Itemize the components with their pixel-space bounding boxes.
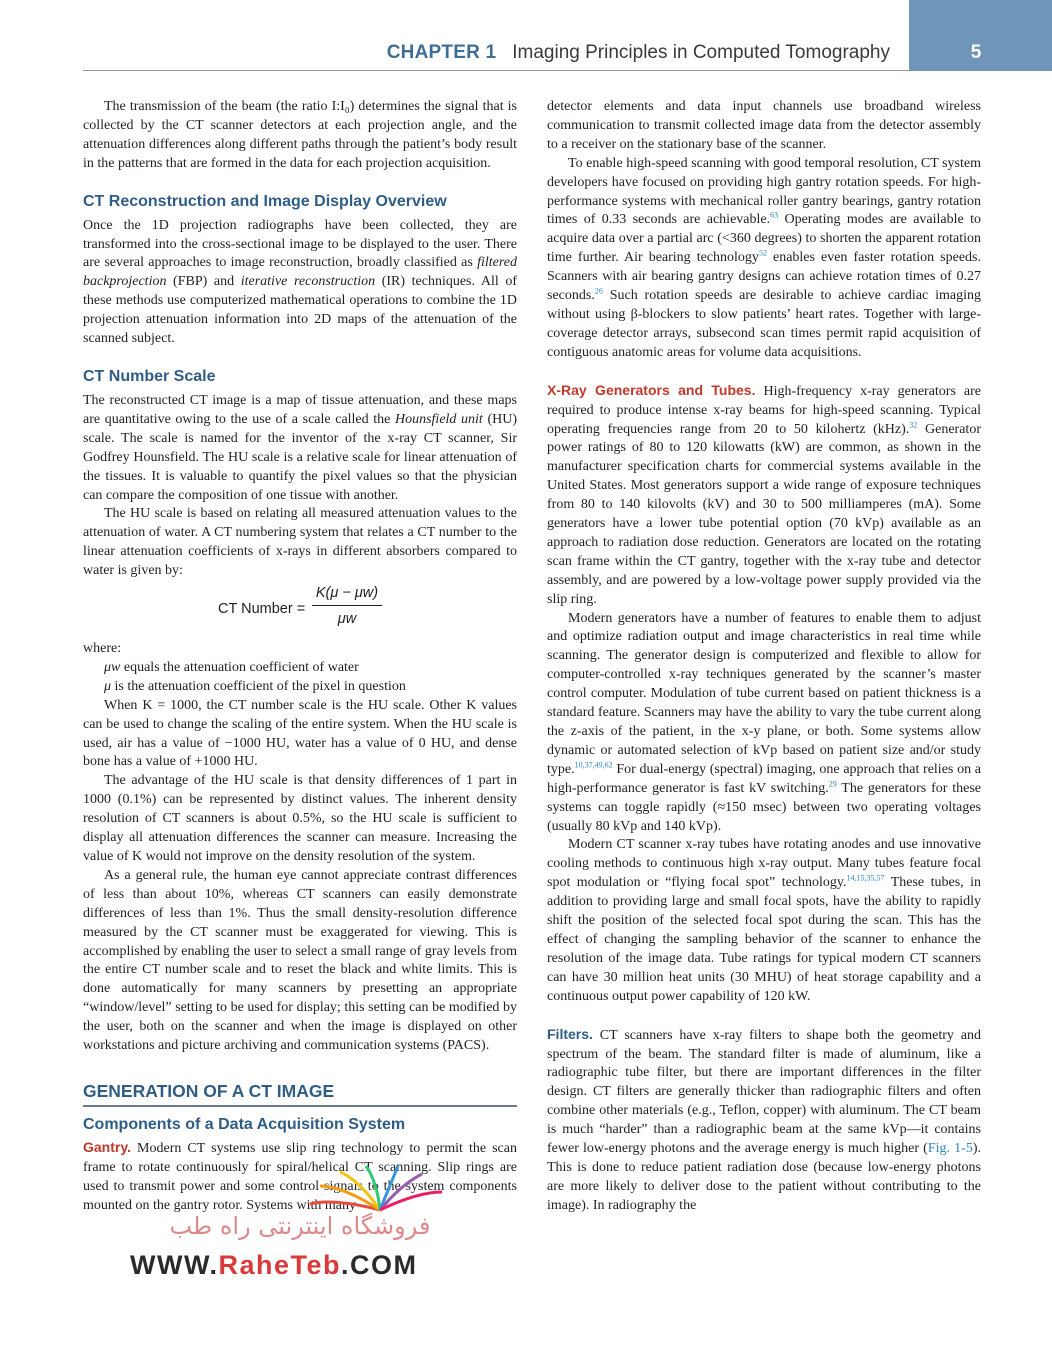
paragraph-hu-scale: The HU scale is based on relating all measured attenuation values to the attenuation of water. A CT numbering system that relates a CT number to the linear attenuation coefficients of x-rays in different absorbers compared to water is given by:	[83, 506, 517, 579]
figure-reference-1-5[interactable]: Fig. 1-5	[927, 1141, 973, 1157]
citation-group-focal-spot[interactable]: 14,15,35,57	[846, 873, 885, 883]
paragraph-modern-generators: Modern generators have a number of features to enable them to adjust and optimize radiation output and image characteristics in real time while scanning. The generator design is computerized and flexible to allow for computer-controlled x-ray techniques generated by the scanner’s master control computer. Modulation of tube current based on patient thickness is a standard feature. Scanners may have the ability to vary the tube current along the z-axis of the patient, in the x-y plane, or both. Some systems allow dynamic or automated selection of kVp based on patient size and/or study type.$^{10,37,49,62}$ For dual-energy (spectral) imaging, one approach that relies on a high-performance generator is fast kV switching.$^{29}$ The generators for these systems can toggle rapidly (≈150 msec) between two operating voltages (usually 80 kVp and 140 kVp).	[547, 610, 981, 834]
page-number: 5	[970, 42, 982, 63]
term-fbp: filtered backprojection	[83, 255, 517, 290]
xray-run-in: X-Ray Generators and Tubes.	[547, 381, 756, 398]
paragraph-human-eye: As a general rule, the human eye cannot appreciate contrast differences of less than about 10%, whereas CT scanners can easily demonstrate differences of less than 1%. Thus the small density-resolution difference measured by the CT scanner must be exaggerated for viewing. This is accomplished by enabling the user to select a small range of gray levels from the entire CT number scale and to reset the black and white limits. This is done automatically for many scanners by presetting an appropriate “window/level” setting to be used for display; this setting can be modified by the user, both on the scanner and when the image is displayed on other workstations and picture archiving and communication systems (PACS).	[83, 867, 517, 1054]
left-column	[83, 98, 517, 1216]
where-label: where:	[83, 641, 122, 657]
paragraph-reconstruction: Once the 1D projection radiographs have been collected, they are transformed into the cross-sectional image to be displayed to the user. There are several approaches to image reconstruction, broadly classified as filtered backprojection (FBP) and iterative reconstruction (IR) techniques. All of these methods use computerized mathematical operations to combine the 1D projection attenuation information into 2D maps of the attenuation of the scanned subject.	[83, 217, 517, 347]
definition-mu-water: μw equals the attenuation coefficient of water	[104, 659, 359, 675]
chapter-title: Imaging Principles in Computed Tomography	[512, 42, 890, 63]
watermark-url: WWW.RaheTeb.COM	[130, 1250, 418, 1280]
paragraph-advantage: The advantage of the HU scale is that density differences of 1 part in 1000 (0.1%) can be represented by distinct values. The inherent density resolution of CT scanners is about 0.5%, so the HU scale is sufficient to display all attenuation differences the scanner can measure. Increasing the value of K would not improve on the density resolution of the system.	[83, 773, 517, 864]
heading-generation: GENERATION OF A CT IMAGE	[83, 1080, 517, 1107]
paragraph-xray-generators: X-Ray Generators and Tubes. High-frequency x-ray generators are required to produce intense x-ray beams for high-speed scanning. Typical operating frequencies range from 20 to 50 kilohertz (kHz).$^{32}$ Generator power ratings of 80 to 120 kilowatts (kW) are common, as shown in the manufacturer specification charts for commercial systems available in the United States. Most generators support a wide range of exposure techniques from 80 to 140 kilovolts (kV) and 30 to 500 milliamperes (mA). Some generators have a lower tube potential option (70 kVp) available as an approach to radiation dose reduction. Generators are located on the rotating scan frame within the CT gantry, together with the x-ray tube and detector assembly, and are powered by a low-voltage power supply provided via the slip ring.	[547, 381, 981, 607]
citation-29[interactable]: 29	[828, 779, 837, 789]
citation-32[interactable]: 32	[909, 419, 918, 429]
right-column	[547, 98, 981, 1216]
citation-group-kvp[interactable]: 10,37,49,62	[574, 760, 613, 770]
citation-52[interactable]: 52	[758, 248, 767, 258]
citation-26[interactable]: 26	[594, 286, 603, 296]
ct-number-equation	[83, 584, 517, 638]
header-rule	[83, 70, 909, 71]
equation-lhs: CT Number =	[218, 601, 306, 618]
heading-ct-number-scale: CT Number Scale	[83, 367, 216, 385]
paragraph-gantry: Gantry. Modern CT systems use slip ring technology to permit the scan frame to rotate continuously for spiral/helical CT scanning. Slip rings are used to transmit power and some control signals to the system components mounted on the gantry rotor. Systems with many	[83, 1138, 517, 1213]
filters-run-in: Filters.	[547, 1025, 593, 1042]
term-ir: iterative reconstruction	[240, 274, 376, 290]
definition-mu: μ is the attenuation coefficient of the pixel in question	[104, 678, 406, 694]
paragraph-detector: detector elements and data input channels use broadband wireless communication to transmit collected image data from the detector assembly to a receiver on the stationary base of the scanner.	[547, 99, 981, 152]
equation-denominator: μw	[337, 610, 357, 627]
paragraph-ct-number: The reconstructed CT image is a map of tissue attenuation, and these maps are quantitative owing to the use of a scale called the Hounsfield unit (HU) scale. The scale is named for the inventor of the x-ray CT scanner, Sir Godfrey Hounsfield. The HU scale is a relative scale for linear attenuation of the tissues. It is valuable to quantify the pixel values so that the physician can compare the composition of one tissue with another.	[83, 392, 517, 503]
gantry-run-in: Gantry.	[83, 1138, 131, 1155]
running-head	[0, 42, 890, 64]
equation-fraction	[312, 584, 382, 629]
paragraph-filters: Filters. CT scanners have x-ray filters to shape both the geometry and spectrum of the beam. The standard filter is made of aluminum, like a radiographic tube filter, but there are important differences in the filter design. CT filters are generally thicker than radiographic filters and often combine other materials (e.g., Teflon, copper) with aluminum. The CT beam is much “harder” than a radiographic beam at the same kVp—it contains fewer low-energy photons and the average energy is much higher (Fig. 1-5). This is done to reduce patient radiation dose (because low-energy photons are more likely to deliver dose to the patient without contributing to the image). In radiography the	[547, 1025, 981, 1213]
citation-63[interactable]: 63	[770, 210, 779, 220]
chapter-label: CHAPTER 1	[386, 42, 497, 63]
paragraph-xray-tubes: Modern CT scanner x-ray tubes have rotating anodes and use innovative cooling methods to continuous high x-ray output. Many tubes feature focal spot modulation or “flying focal spot” technology.$^{14,15,35,57}$ These tubes, in addition to providing large and small focal spots, have the ability to rapidly shift the position of the selected focal spot during the scan. This has the effect of changing the sampling behavior of the scanner to enhance the resolution of the image data. Tube ratings for typical modern CT scanners can have 30 million heat units (30 MHU) of heat storage capability and a continuous output power capability of 120 kW.	[547, 837, 981, 1004]
heading-components: Components of a Data Acquisition System	[83, 1115, 406, 1133]
paragraph-intro: The transmission of the beam (the ratio I:I₀) determines the signal that is collected by the CT scanner detectors at each projection angle, and the attenuation differences along different paths through the patient’s body result in the patterns that are formed in the data for each projection acquisition.	[83, 99, 517, 171]
heading-reconstruction: CT Reconstruction and Image Display Overview	[83, 192, 447, 210]
watermark-persian-text: فروشگاه اینترنتی راه طب	[169, 1212, 431, 1240]
term-hounsfield: Hounsfield unit	[394, 411, 483, 427]
paragraph-rotation-speed: To enable high-speed scanning with good temporal resolution, CT system developers have focused on providing high gantry rotation speeds. For high-performance systems with mechanical roller gantry bearings, gantry rotation times of 0.33 seconds are achievable.$^{63}$ Operating modes are available to acquire data over a partial arc (<360 degrees) to shorten the apparent rotation time further. Air bearing technology$^{52}$ enables even faster rotation speeds. Scanners with air bearing gantry designs can achieve rotation times of 0.27 seconds.$^{26}$ Such rotation speeds are desirable to achieve cardiac imaging without using β-blockers to slow patients’ heart rates. Together with large-coverage detector arrays, subsecond scan times permit rapid acquisition of contiguous anatomic areas for volume data acquisitions.	[547, 155, 981, 360]
paragraph-k-value: When K = 1000, the CT number scale is the HU scale. Other K values can be used to change the scaling of the entire system. When the HU scale is used, air has a value of −1000 HU, water has a value of 0 HU, and dense bone has a value of +1000 HU.	[83, 697, 517, 770]
equation-numerator: K(μ − μw)	[312, 584, 382, 606]
